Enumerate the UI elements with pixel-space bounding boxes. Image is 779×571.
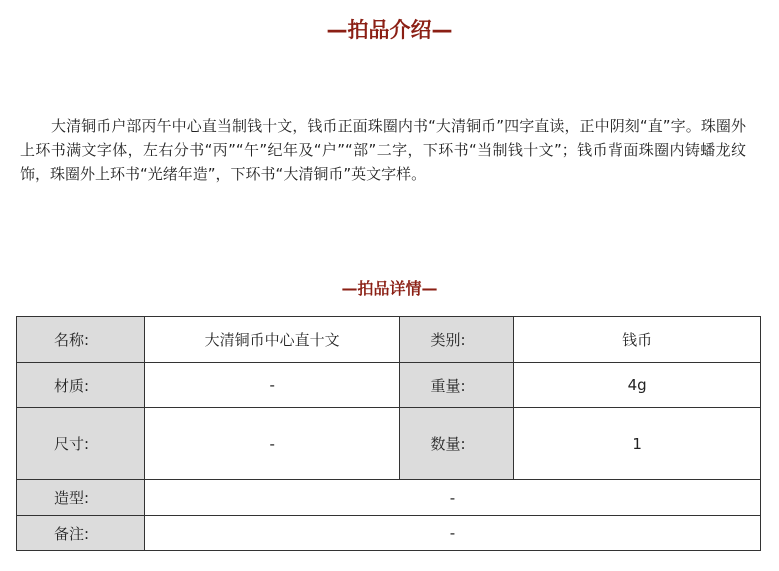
lot-description: 大清铜币户部丙午中心直当制钱十文，钱币正面珠圈内书“大清铜币”四字直读，正中阴刻“直”字。珠圈外上环书满文字体，左右分书“丙”“午”纪年及“户”“部”二字，下环书“当制钱十文”；钱币背面珠圈内铸蟠龙纹饰，珠圈外上环书“光绪年造”，下环书“大清铜币”英文字样。 xyxy=(20,117,746,183)
name-label: 名称: xyxy=(17,317,145,363)
table-row xyxy=(17,317,761,363)
material-label: 材质: xyxy=(17,363,145,408)
table-row xyxy=(17,363,761,408)
weight-label: 重量: xyxy=(400,363,514,408)
details-title: —拍品详情— xyxy=(341,279,438,298)
table-row xyxy=(17,480,761,516)
category-value: 钱币 xyxy=(514,317,761,363)
table-row xyxy=(17,516,761,551)
shape-label: 造型: xyxy=(17,480,145,516)
note-label: 备注: xyxy=(17,516,145,551)
note-value: - xyxy=(144,516,760,551)
name-value: 大清铜币中心直十文 xyxy=(144,317,400,363)
shape-value: - xyxy=(144,480,760,516)
material-value: - xyxy=(144,363,400,408)
table-row xyxy=(17,408,761,480)
size-label: 尺寸: xyxy=(17,408,145,480)
category-label: 类别: xyxy=(400,317,514,363)
quantity-label: 数量: xyxy=(400,408,514,480)
page-title: —拍品介绍— xyxy=(326,18,453,42)
quantity-value: 1 xyxy=(514,408,761,480)
weight-value: 4g xyxy=(514,363,761,408)
size-value: - xyxy=(144,408,400,480)
details-table xyxy=(16,316,761,551)
